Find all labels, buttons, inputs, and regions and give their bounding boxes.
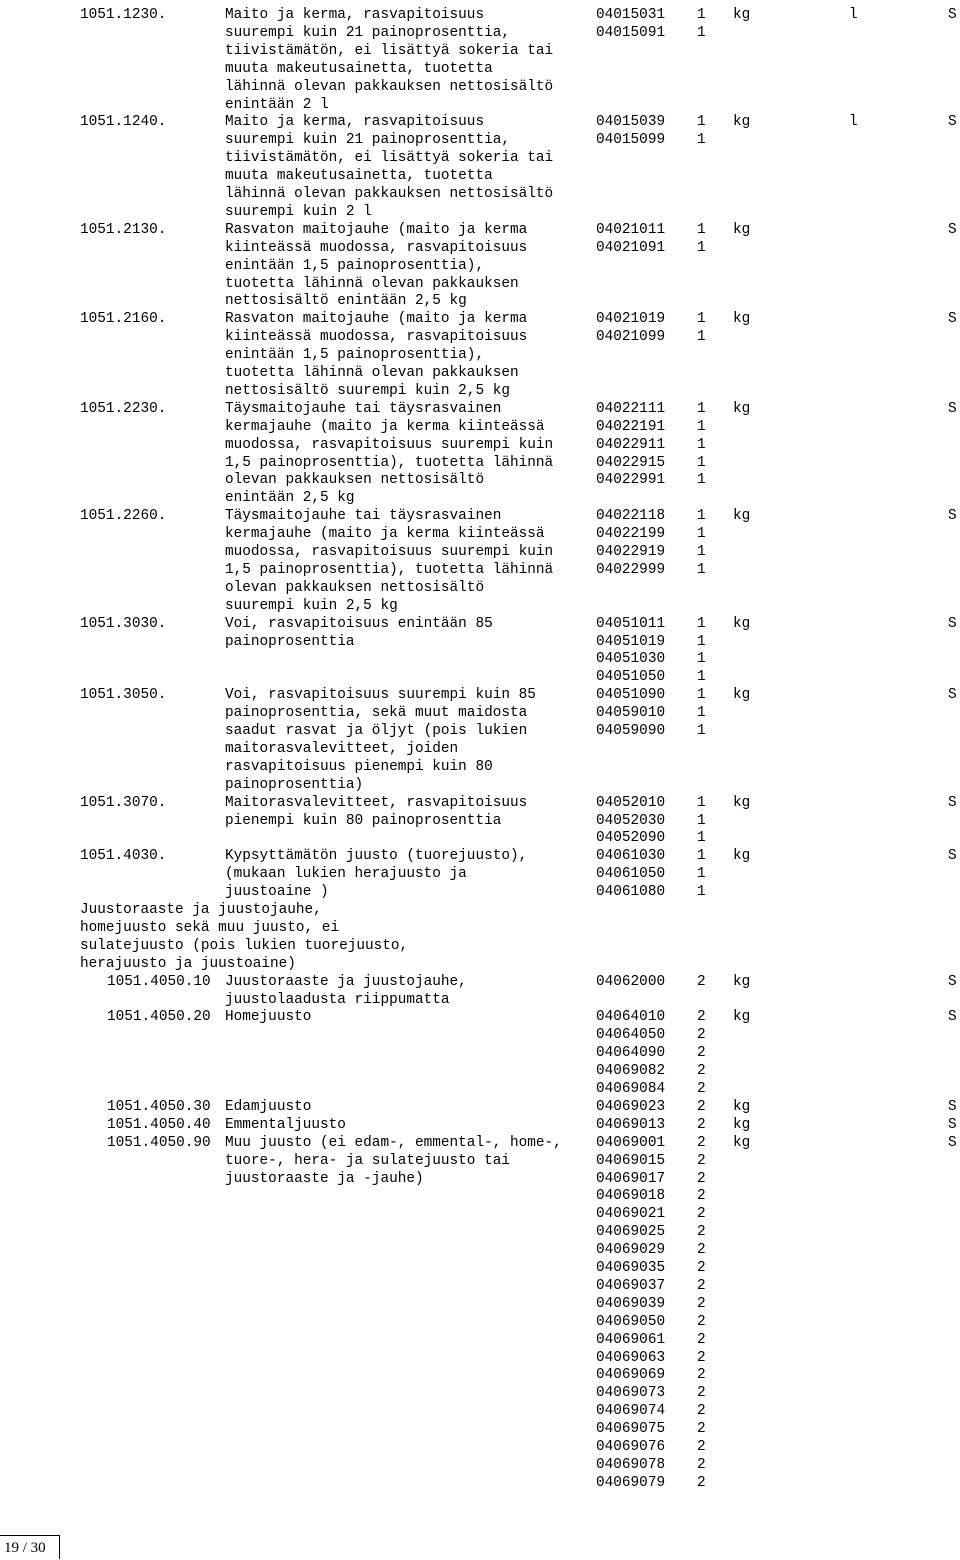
unit: kg bbox=[733, 973, 751, 990]
class-value: 1 bbox=[697, 723, 706, 739]
row-description-line: tiivistämätön, ei lisättyä sokeria tai bbox=[225, 42, 554, 59]
class-value: 2 bbox=[697, 1063, 706, 1080]
row-description-line: Maitorasvalevitteet, rasvapitoisuus bbox=[225, 794, 528, 811]
row-code: 1051.3070. bbox=[80, 794, 167, 811]
class-value: 1 bbox=[697, 544, 706, 560]
class-value: 2 bbox=[697, 1152, 706, 1169]
row-description-line: Emmentaljuusto bbox=[225, 1116, 346, 1133]
class-value: 1 bbox=[697, 7, 706, 23]
row-description-line: pienempi kuin 80 painoprosenttia bbox=[225, 812, 502, 829]
cn-code: 04052010 bbox=[596, 794, 666, 811]
cn-code: 04061030 bbox=[596, 848, 666, 865]
cn-code: 04021019 bbox=[596, 311, 666, 328]
row-description-line: tiivistämätön, ei lisättyä sokeria tai bbox=[225, 150, 554, 167]
class-value: 1 bbox=[697, 884, 706, 901]
class-value: 2 bbox=[697, 1421, 706, 1438]
class-value: 2 bbox=[697, 1403, 706, 1420]
row-description-line: kiinteässä muodossa, rasvapitoisuus bbox=[225, 239, 528, 256]
unit: kg bbox=[733, 508, 751, 525]
row-description-line: Maito ja kerma, rasvapitoisuus bbox=[225, 7, 485, 23]
unit: kg bbox=[733, 848, 751, 865]
row-description-line: Täysmaitojauhe tai täysrasvainen bbox=[225, 508, 502, 525]
cn-code: 04064050 bbox=[596, 1027, 666, 1044]
cn-code: 04062000 bbox=[596, 973, 666, 990]
unit: kg bbox=[733, 400, 751, 417]
cn-code: 04022199 bbox=[596, 526, 666, 543]
flag: S bbox=[948, 794, 957, 811]
row-code: 1051.2260. bbox=[80, 508, 167, 525]
cn-code: 04069013 bbox=[596, 1116, 666, 1133]
class-value: 2 bbox=[697, 1009, 706, 1026]
row-description-line: tuotetta lähinnä olevan pakkauksen bbox=[225, 365, 519, 381]
flag: S bbox=[948, 7, 957, 23]
class-value: 1 bbox=[697, 436, 706, 453]
cn-code: 04069084 bbox=[596, 1081, 666, 1097]
class-value: 2 bbox=[697, 1349, 706, 1366]
row-description-line: Kypsyttämätön juusto (tuorejuusto), bbox=[225, 848, 528, 865]
row-description-line: Täysmaitojauhe tai täysrasvainen bbox=[225, 400, 502, 417]
class-value: 2 bbox=[697, 973, 706, 990]
class-value: 1 bbox=[697, 508, 706, 525]
class-value: 1 bbox=[697, 561, 706, 578]
cn-code: 04015099 bbox=[596, 132, 666, 149]
row-code: 1051.3030. bbox=[80, 615, 167, 632]
row-description-line: kiinteässä muodossa, rasvapitoisuus bbox=[225, 329, 528, 346]
cn-code: 04015039 bbox=[596, 114, 666, 131]
row-code: 1051.4050.30 bbox=[107, 1098, 211, 1115]
flag: S bbox=[948, 848, 957, 865]
row-description-line: suurempi kuin 2,5 kg bbox=[225, 597, 398, 614]
row-description-line: Rasvaton maitojauhe (maito ja kerma bbox=[225, 221, 528, 238]
cn-code: 04061080 bbox=[596, 884, 666, 901]
class-value: 1 bbox=[697, 848, 706, 865]
unit: kg bbox=[733, 687, 751, 704]
row-description-line: Rasvaton maitojauhe (maito ja kerma bbox=[225, 311, 528, 328]
row-description-line: painoprosenttia bbox=[225, 633, 355, 650]
class-value: 1 bbox=[697, 472, 706, 489]
class-value: 2 bbox=[697, 1045, 706, 1062]
cn-code: 04069029 bbox=[596, 1242, 666, 1259]
cn-code: 04051090 bbox=[596, 687, 666, 704]
class-value: 1 bbox=[697, 311, 706, 328]
group-heading-line: sulatejuusto (pois lukien tuorejuusto, bbox=[80, 937, 409, 954]
cn-code: 04051030 bbox=[596, 651, 666, 668]
class-value: 1 bbox=[697, 526, 706, 543]
row-description-line: lähinnä olevan pakkauksen nettosisältö bbox=[225, 186, 554, 202]
cn-code: 04051050 bbox=[596, 669, 666, 686]
cn-code: 04021099 bbox=[596, 329, 666, 346]
cn-code: 04069001 bbox=[596, 1134, 666, 1151]
cn-code: 04052090 bbox=[596, 830, 666, 847]
class-value: 2 bbox=[697, 1170, 706, 1187]
unit: kg bbox=[733, 1116, 751, 1133]
cn-code: 04069069 bbox=[596, 1367, 666, 1384]
row-description-line: muuta makeutusainetta, tuotetta bbox=[225, 60, 493, 77]
class-value: 2 bbox=[697, 1242, 706, 1259]
cn-code: 04051019 bbox=[596, 633, 666, 650]
class-value: 1 bbox=[697, 454, 706, 471]
row-code: 1051.4050.20 bbox=[107, 1009, 211, 1026]
class-value: 2 bbox=[697, 1260, 706, 1276]
cn-code: 04015091 bbox=[596, 24, 666, 41]
class-value: 1 bbox=[697, 687, 706, 704]
row-description-line: Edamjuusto bbox=[225, 1098, 312, 1115]
row-description-line: muuta makeutusainetta, tuotetta bbox=[225, 168, 493, 185]
cn-code: 04022118 bbox=[596, 508, 666, 525]
class-value: 2 bbox=[697, 1098, 706, 1115]
row-code: 1051.4050.90 bbox=[107, 1134, 211, 1151]
flag: S bbox=[948, 114, 957, 131]
flag: S bbox=[948, 400, 957, 417]
row-description-line: kermajauhe (maito ja kerma kiinteässä bbox=[225, 526, 545, 543]
unit: kg bbox=[733, 221, 751, 238]
row-code: 1051.1230. bbox=[80, 7, 167, 23]
class-value: 1 bbox=[697, 669, 706, 686]
unit: kg bbox=[733, 794, 751, 811]
row-description-line: painoprosenttia) bbox=[225, 776, 364, 793]
cn-code: 04069074 bbox=[596, 1403, 666, 1420]
row-description-line: Voi, rasvapitoisuus suurempi kuin 85 bbox=[225, 687, 536, 704]
row-description-line: Muu juusto (ei edam-, emmental-, home-, bbox=[225, 1134, 562, 1151]
row-description-line: saadut rasvat ja öljyt (pois lukien bbox=[225, 723, 528, 739]
class-value: 1 bbox=[697, 329, 706, 346]
row-description-line: juustolaadusta riippumatta bbox=[225, 991, 450, 1008]
row-description-line: (mukaan lukien herajuusto ja bbox=[225, 866, 467, 883]
flag: S bbox=[948, 221, 957, 238]
cn-code: 04069025 bbox=[596, 1224, 666, 1241]
cn-code: 04064010 bbox=[596, 1009, 666, 1026]
cn-code: 04069075 bbox=[596, 1421, 666, 1438]
class-value: 2 bbox=[697, 1081, 706, 1097]
unit: kg bbox=[733, 615, 751, 632]
row-code: 1051.1240. bbox=[80, 114, 167, 131]
cn-code: 04051011 bbox=[596, 615, 666, 632]
class-value: 1 bbox=[697, 24, 706, 41]
row-description-line: kermajauhe (maito ja kerma kiinteässä bbox=[225, 418, 545, 435]
cn-code: 04069017 bbox=[596, 1170, 666, 1187]
cn-code: 04059090 bbox=[596, 723, 666, 739]
cn-code: 04069063 bbox=[596, 1349, 666, 1366]
cn-code: 04069073 bbox=[596, 1385, 666, 1402]
row-description-line: rasvapitoisuus pienempi kuin 80 bbox=[225, 758, 493, 775]
row-description-line: Homejuusto bbox=[225, 1009, 312, 1026]
cn-code: 04059010 bbox=[596, 705, 666, 722]
cn-code: 04069082 bbox=[596, 1063, 666, 1080]
cn-code: 04022919 bbox=[596, 544, 666, 560]
row-description-line: painoprosenttia, sekä muut maidosta bbox=[225, 705, 528, 722]
class-value: 2 bbox=[697, 1277, 706, 1294]
cn-code: 04069035 bbox=[596, 1260, 666, 1276]
class-value: 2 bbox=[697, 1134, 706, 1151]
cn-code: 04022191 bbox=[596, 418, 666, 435]
cn-code: 04069015 bbox=[596, 1152, 666, 1169]
class-value: 2 bbox=[697, 1116, 706, 1133]
class-value: 2 bbox=[697, 1456, 706, 1473]
class-value: 2 bbox=[697, 1224, 706, 1241]
flag: S bbox=[948, 508, 957, 525]
unit: kg bbox=[733, 1009, 751, 1026]
row-description-line: olevan pakkauksen nettosisältö bbox=[225, 472, 485, 489]
row-description-line: Voi, rasvapitoisuus enintään 85 bbox=[225, 615, 493, 632]
row-description-line: juustoraaste ja -jauhe) bbox=[225, 1170, 424, 1187]
row-description-line: juustoaine ) bbox=[225, 884, 329, 901]
row-description-line: muodossa, rasvapitoisuus suurempi kuin bbox=[225, 544, 554, 560]
class-value: 1 bbox=[697, 866, 706, 883]
cn-code: 04069061 bbox=[596, 1331, 666, 1348]
cn-code: 04069078 bbox=[596, 1456, 666, 1473]
group-heading-line: Juustoraaste ja juustojauhe, bbox=[80, 902, 322, 918]
row-description-line: lähinnä olevan pakkauksen nettosisältö bbox=[225, 78, 554, 95]
row-description-line: maitorasvalevitteet, joiden bbox=[225, 740, 459, 757]
flag: S bbox=[948, 1009, 957, 1026]
row-description-line: muodossa, rasvapitoisuus suurempi kuin bbox=[225, 436, 554, 453]
row-description-line: nettosisältö suurempi kuin 2,5 kg bbox=[225, 382, 510, 399]
class-value: 1 bbox=[697, 239, 706, 256]
class-value: 1 bbox=[697, 418, 706, 435]
page-number: 19 / 30 bbox=[0, 1535, 60, 1559]
class-value: 2 bbox=[697, 1027, 706, 1044]
class-value: 2 bbox=[697, 1313, 706, 1330]
row-code: 1051.2230. bbox=[80, 400, 167, 417]
cn-code: 04069018 bbox=[596, 1188, 666, 1205]
class-value: 2 bbox=[697, 1439, 706, 1455]
unit: kg bbox=[733, 1134, 751, 1151]
unit: kg bbox=[733, 311, 751, 328]
cn-code: 04069021 bbox=[596, 1206, 666, 1223]
class-value: 1 bbox=[697, 132, 706, 149]
class-value: 1 bbox=[697, 812, 706, 829]
class-value: 2 bbox=[697, 1331, 706, 1348]
flag: S bbox=[948, 687, 957, 704]
cn-code: 04022915 bbox=[596, 454, 666, 471]
class-value: 1 bbox=[697, 400, 706, 417]
row-description-line: enintään 1,5 painoprosenttia), bbox=[225, 347, 485, 364]
row-description-line: enintään 2 l bbox=[225, 96, 329, 113]
group-heading-line: homejuusto sekä muu juusto, ei bbox=[80, 919, 340, 936]
row-description-line: 1,5 painoprosenttia), tuotetta lähinnä bbox=[225, 561, 554, 578]
class-value: 1 bbox=[697, 114, 706, 131]
flag: S bbox=[948, 1098, 957, 1115]
row-code: 1051.2130. bbox=[80, 221, 167, 238]
row-description-line: olevan pakkauksen nettosisältö bbox=[225, 579, 485, 596]
row-description-line: tuotetta lähinnä olevan pakkauksen bbox=[225, 275, 519, 292]
flag: S bbox=[948, 1134, 957, 1151]
flag: S bbox=[948, 973, 957, 990]
flag: S bbox=[948, 1116, 957, 1133]
row-code: 1051.4030. bbox=[80, 848, 167, 865]
cn-code: 04064090 bbox=[596, 1045, 666, 1062]
class-value: 2 bbox=[697, 1295, 706, 1312]
row-description-line: enintään 1,5 painoprosenttia), bbox=[225, 257, 485, 274]
class-value: 1 bbox=[697, 651, 706, 668]
cn-code: 04022991 bbox=[596, 472, 666, 489]
cn-code: 04069039 bbox=[596, 1295, 666, 1312]
cn-code: 04022911 bbox=[596, 436, 666, 453]
row-description-line: Juustoraaste ja juustojauhe, bbox=[225, 973, 467, 990]
unit: kg bbox=[733, 1098, 751, 1115]
cn-code: 04052030 bbox=[596, 812, 666, 829]
row-description-line: suurempi kuin 21 painoprosenttia, bbox=[225, 24, 510, 41]
row-description-line: suurempi kuin 2 l bbox=[225, 203, 372, 220]
row-code: 1051.4050.40 bbox=[107, 1116, 211, 1133]
class-value: 1 bbox=[697, 633, 706, 650]
cn-code: 04069037 bbox=[596, 1277, 666, 1294]
row-description-line: 1,5 painoprosenttia), tuotetta lähinnä bbox=[225, 454, 554, 471]
cn-code: 04015031 bbox=[596, 7, 666, 23]
row-code: 1051.4050.10 bbox=[107, 973, 211, 990]
cn-code: 04061050 bbox=[596, 866, 666, 883]
class-value: 1 bbox=[697, 615, 706, 632]
cn-code: 04069050 bbox=[596, 1313, 666, 1330]
row-code: 1051.2160. bbox=[80, 311, 167, 328]
class-value: 1 bbox=[697, 705, 706, 722]
cn-code: 04022111 bbox=[596, 400, 666, 417]
flag: S bbox=[948, 615, 957, 632]
row-description-line: Maito ja kerma, rasvapitoisuus bbox=[225, 114, 485, 131]
cn-code: 04021011 bbox=[596, 221, 666, 238]
class-value: 2 bbox=[697, 1385, 706, 1402]
row-description-line: tuore-, hera- ja sulatejuusto tai bbox=[225, 1152, 510, 1169]
class-value: 2 bbox=[697, 1206, 706, 1223]
class-value: 2 bbox=[697, 1188, 706, 1205]
unit: kg bbox=[733, 7, 751, 23]
class-value: 1 bbox=[697, 221, 706, 238]
flag: S bbox=[948, 311, 957, 328]
quantity-unit: l bbox=[849, 114, 858, 131]
cn-code: 04021091 bbox=[596, 239, 666, 256]
cn-code: 04069079 bbox=[596, 1474, 666, 1491]
quantity-unit: l bbox=[849, 7, 858, 23]
group-heading-line: herajuusto ja juustoaine) bbox=[80, 955, 296, 972]
unit: kg bbox=[733, 114, 751, 131]
cn-code: 04022999 bbox=[596, 561, 666, 578]
class-value: 2 bbox=[697, 1474, 706, 1491]
row-description-line: suurempi kuin 21 painoprosenttia, bbox=[225, 132, 510, 149]
class-value: 2 bbox=[697, 1367, 706, 1384]
class-value: 1 bbox=[697, 830, 706, 847]
cn-code: 04069076 bbox=[596, 1439, 666, 1455]
cn-code: 04069023 bbox=[596, 1098, 666, 1115]
row-code: 1051.3050. bbox=[80, 687, 167, 704]
row-description-line: nettosisältö enintään 2,5 kg bbox=[225, 293, 467, 310]
class-value: 1 bbox=[697, 794, 706, 811]
row-description-line: enintään 2,5 kg bbox=[225, 490, 355, 507]
